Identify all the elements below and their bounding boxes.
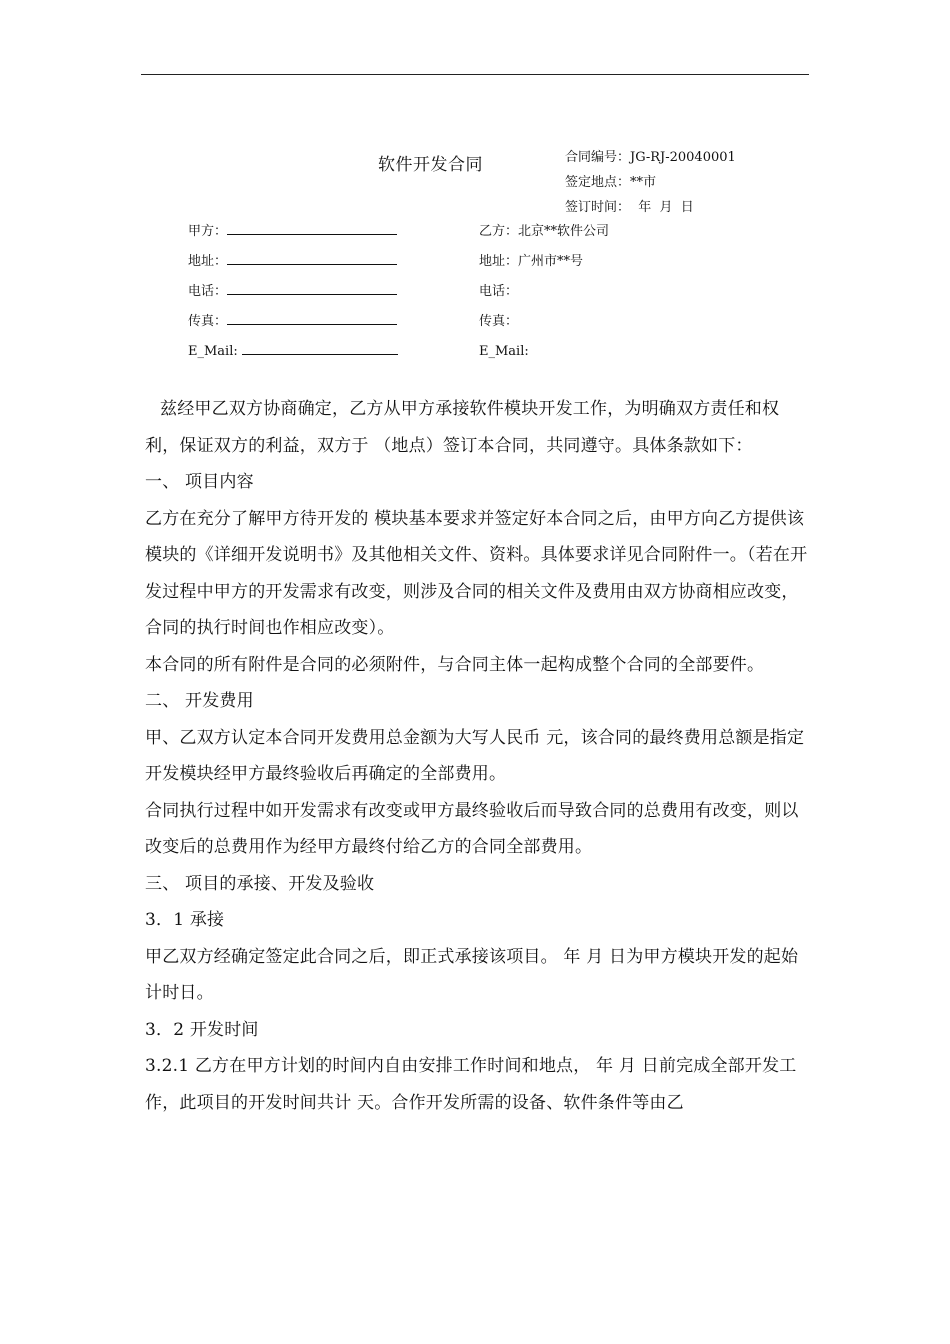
party-a-phone-label: 电话： (188, 284, 228, 299)
contract-body (145, 391, 810, 1121)
party-b-block (479, 217, 739, 367)
section-3-heading: 三、 项目的承接、开发及验收 (145, 873, 375, 894)
section-1-paragraph-2: 本合同的所有附件是合同的必须附件，与合同主体一起构成整个合同的全部要件。 (145, 654, 765, 675)
party-a-address-blank (227, 252, 397, 265)
party-b-name: 乙方：北京**软件公司 (479, 224, 610, 239)
party-a-name-row (188, 217, 448, 247)
subsection-3-1-paragraph: 甲乙双方经确定签定此合同之后，即正式承接该项目。 年 月 日为甲方模块开发的起始计时日。 (145, 946, 799, 1003)
sign-place: 签定地点：**市 (565, 175, 657, 190)
party-b-email-label: E_Mail: (479, 344, 529, 359)
party-b-address: 地址：广州市**号 (479, 254, 584, 269)
contract-number: 合同编号：JG-RJ-20040001 (565, 150, 736, 165)
subsection-3-2-heading: 3．2 开发时间 (145, 1019, 259, 1040)
clause-3-2-1-paragraph: 3.2.1 乙方在甲方计划的时间内自由安排工作时间和地点， 年 月 日前完成全部开发工作，此项目的开发时间共计 天。合作开发所需的设备、软件条件等由乙 (145, 1056, 797, 1113)
party-a-email-label: E_Mail: (188, 344, 238, 359)
party-a-address-label: 地址： (188, 254, 228, 269)
header-rule (141, 74, 809, 75)
party-a-fax-label: 传真： (188, 314, 228, 329)
party-b-phone-label: 电话： (479, 284, 519, 299)
document-title: 软件开发合同 (378, 155, 483, 175)
party-a-name-label: 甲方： (188, 224, 228, 239)
section-1-paragraph-1: 乙方在充分了解甲方待开发的 模块基本要求并签定好本合同之后，由甲方向乙方提供该模块的《详细开发说明书》及其他相关文件、资料。具体要求详见合同附件一。（若在开发过程中甲方的开发需求有改变，则涉及合同的相关文件及费用由双方协商相应改变，合同的执行时间也作相应改变）。 (145, 508, 808, 638)
section-2-heading: 二、 开发费用 (145, 691, 254, 711)
subsection-3-1-heading: 3．1 承接 (145, 910, 225, 930)
preamble-paragraph: 兹经甲乙双方协商确定，乙方从甲方承接软件模块开发工作，为明确双方责任和权利，保证双方的利益，双方于 （地点）签订本合同，共同遵守。具体条款如下： (145, 399, 780, 456)
section-2-paragraph-2: 合同执行过程中如开发需求有改变或甲方最终验收后而导致合同的总费用有改变，则以改变后的总费用作为经甲方最终付给乙方的合同全部费用。 (145, 800, 799, 857)
party-a-phone-blank (227, 282, 397, 295)
party-a-name-blank (227, 222, 397, 235)
section-2-paragraph-1: 甲、乙双方认定本合同开发费用总金额为大写人民币 元，该合同的最终费用总额是指定开发模块经甲方最终验收后再确定的全部费用。 (145, 727, 805, 784)
party-a-block (188, 217, 448, 367)
party-b-fax-label: 传真： (479, 314, 519, 329)
party-a-email-blank (242, 342, 398, 355)
party-a-fax-row (188, 307, 448, 337)
party-a-fax-blank (227, 312, 397, 325)
party-a-address-row (188, 247, 448, 277)
contract-meta (565, 145, 736, 220)
party-a-phone-row (188, 277, 448, 307)
sign-time: 签订时间： 年 月 日 (565, 200, 694, 215)
party-a-email-row (188, 337, 448, 367)
section-1-heading: 一、 项目内容 (145, 472, 254, 492)
